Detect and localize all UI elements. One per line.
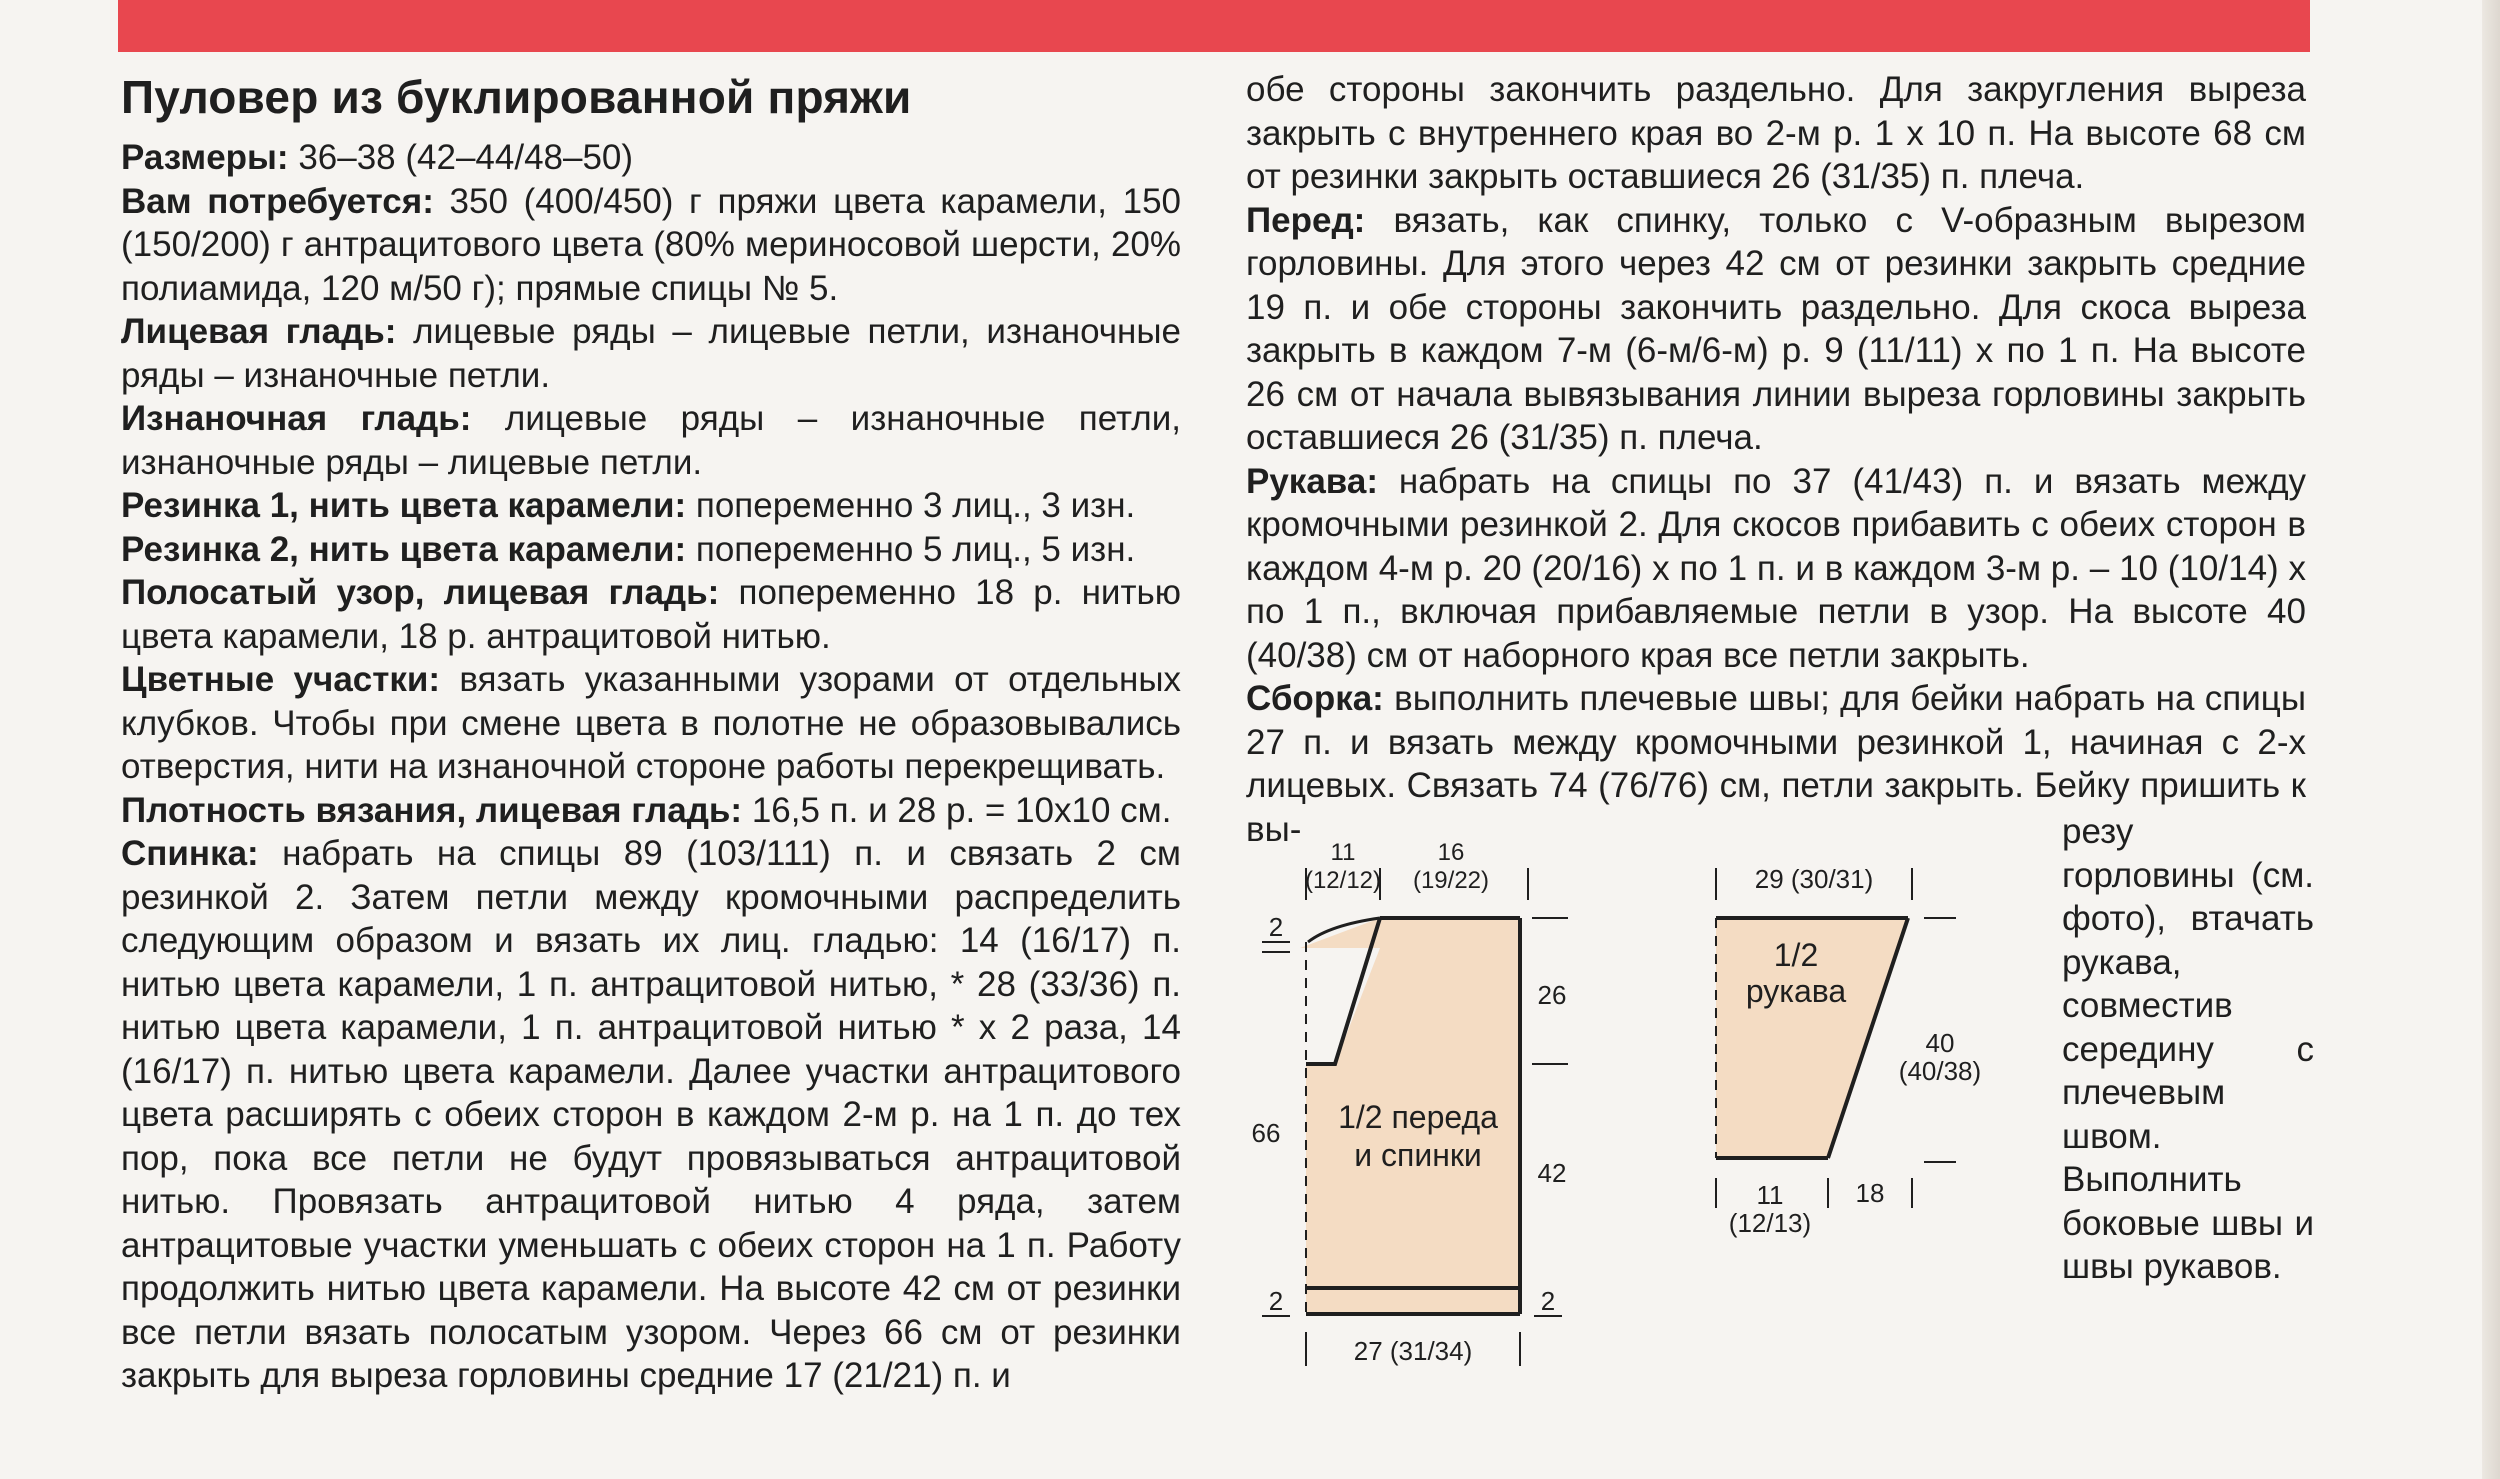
body-bottom-width: 27 (31/34)	[1353, 1336, 1473, 1366]
sleeve-label-line1: 1/2	[1773, 937, 1819, 973]
assembly-text: выполнить плечевые швы; для бейки набрать на спицы 27 п. и вязать между кромочными резинкой 1, начиная с 2-х лицевых. Связать 74 (76/76) см, петли закрыть. Бейку пришить к вы-	[1246, 679, 2306, 849]
reverse-stockinette-text: лицевые ряды – изнаночные петли, изнаночные ряды – лицевые петли.	[121, 399, 1181, 482]
back-label: Спинка:	[121, 834, 259, 873]
gauge-label: Плотность вязания, лицевая гладь:	[121, 790, 743, 830]
front-text: вязать, как спинку, только с V-образным вырезом горловины. Для этого через 42 см от резинки закрыть средние 19 п. и обе стороны закончить раздельно. Для скоса выреза закрыть в каждом 7-м (6-м/6-м) р. 9 (11/11) х по 1 п. На высоте 26 см от начала вывязывания линии выреза горловины закрыть оставшиеся 26 (31/35) п. плеча.	[1246, 200, 2306, 457]
body-piece	[1252, 839, 1568, 1366]
sleeves-text: набрать на спицы по 37 (41/43) п. и вязать между кромочными резинкой 2. Для скосов прибавить с обеих сторон в каждом 4-м р. 20 (20/16) х по 1 п. и в каждом 3-м р. – 10 (10/14) х по 1 п., включая прибавляемые петли в узор. На высоте 40 (40/38) см от наборного края все петли закрыть.	[1246, 461, 2306, 675]
sleeve-bottom-left-alt: (12/13)	[1728, 1208, 1812, 1238]
sleeve-top-width: 29 (30/31)	[1754, 864, 1874, 894]
rib2-text: попеременно 5 лиц., 5 изн.	[686, 529, 1136, 569]
stripe-label: Полосатый узор, лицевая гладь:	[121, 573, 720, 612]
sleeves-paragraph	[1246, 460, 2306, 678]
color-areas-text: вязать указанными узорами от отдельных клубков. Чтобы при смене цвета в полотне не образовывались отверстия, нити на изнаночной стороне работы перекрещивать.	[121, 660, 1181, 786]
reverse-stockinette-label: Изнаночная гладь:	[121, 399, 472, 438]
assembly-label: Сборка:	[1246, 679, 1384, 718]
rib1-text: попеременно 3 лиц., 3 изн.	[686, 486, 1136, 525]
stockinette-paragraph	[121, 310, 1181, 397]
sizes-label: Размеры:	[121, 138, 289, 177]
reverse-stockinette-paragraph	[121, 397, 1181, 484]
stripe-text: попеременно 18 р. нитью цвета карамели, 18 р. антрацитовой нитью.	[121, 573, 1181, 656]
materials-paragraph	[121, 180, 1181, 311]
body-top-left-width: 11	[1330, 839, 1356, 866]
stockinette-label: Лицевая гладь:	[121, 312, 397, 351]
body-rib-right: 2	[1540, 1286, 1556, 1316]
sleeve-bottom-left: 11	[1756, 1180, 1784, 1210]
rib2-label: Резинка 2, нить цвета карамели:	[121, 529, 687, 569]
left-column	[121, 136, 1181, 1398]
sleeve-piece	[1716, 864, 1981, 1238]
sleeve-height: 40	[1925, 1028, 1955, 1058]
color-banner	[118, 0, 2310, 52]
body-top-right-width: 16	[1437, 839, 1465, 866]
pattern-schematic	[1240, 830, 2040, 1390]
page-title: Пуловер из буклированной пряжи	[121, 71, 912, 123]
body-label-line1: 1/2 переда	[1338, 1099, 1498, 1135]
body-label-line2: и спинки	[1354, 1137, 1482, 1173]
color-areas-paragraph	[121, 658, 1181, 789]
page-edge	[2482, 0, 2500, 1479]
gauge-paragraph	[121, 789, 1181, 833]
body-top-right-width-alt: (19/22)	[1412, 867, 1490, 894]
gauge-text: 16,5 п. и 28 р. = 10x10 см.	[742, 790, 1172, 830]
body-rib-left: 2	[1268, 1286, 1284, 1316]
rib2-paragraph	[121, 528, 1181, 572]
stockinette-text: лицевые ряды – лицевые петли, изнаночные ряды – изнаночные петли.	[121, 312, 1181, 395]
body-top-left-width-alt: (12/12)	[1304, 867, 1382, 894]
right-column	[1246, 68, 2306, 851]
sleeve-label-line2: рукава	[1745, 973, 1847, 1009]
sleeve-bottom-right: 18	[1855, 1178, 1885, 1208]
rib1-paragraph	[121, 484, 1181, 528]
sleeve-height-alt: (40/38)	[1898, 1056, 1982, 1086]
body-lower-height: 42	[1537, 1158, 1567, 1188]
sizes-text: 36–38 (42–44/48–50)	[288, 138, 634, 177]
back-text: набрать на спицы 89 (103/111) п. и связать 2 см резинкой 2. Затем петли между кромочными распределить следующим образом и вязать их лиц. гладью: 14 (16/17) п. нитью цвета карамели, 1 п. антрацитовой нитью, * 28 (33/36) п. нитью цвета карамели, 1 п. антрацитовой нитью * х 2 раза, 14 (16/17) п. нитью цвета карамели. Далее участки антрацитового цвета расширять с обеих сторон в каждом 2-м р. на 1 п. до тех пор, пока все петли не будут провязываться антрацитовой нитью. Провязать антрацитовой нитью 4 ряда, затем антрацитовые участки уменьшать с обеих сторон на 1 п. Работу продолжить нитью цвета карамели. На высоте 42 см от резинки все петли вязать полосатым узором. Через 66 см от резинки закрыть для выреза горловины средние 17 (21/21) п. и	[121, 834, 1181, 1395]
back-continued-paragraph: обе стороны закончить раздельно. Для закругления выреза закрыть с внутреннего края во 2-м р. 1 х 10 п. На высоте 68 см от резинки закрыть оставшиеся 26 (31/35) п. плеча.	[1246, 70, 2306, 196]
stripe-paragraph	[121, 571, 1181, 658]
assembly-continued: резу горловины (см. фото), втачать рукава, совместив середину с плечевым швом. Выполнить боковые швы и швы рукавов.	[2062, 812, 2314, 1286]
color-areas-label: Цветные участки:	[121, 660, 441, 699]
rib1-label: Резинка 1, нить цвета карамели:	[121, 486, 687, 525]
body-upper-height: 26	[1537, 980, 1567, 1010]
materials-text: 350 (400/450) г пряжи цвета карамели, 150 (150/200) г антрацитового цвета (80% мериносовой шерсти, 20% полиамида, 120 м/50 г); прямые спицы № 5.	[121, 181, 1181, 308]
sizes-paragraph	[121, 136, 1181, 180]
front-paragraph	[1246, 199, 2306, 460]
front-label: Перед:	[1246, 200, 1366, 240]
sleeves-label: Рукава:	[1246, 461, 1378, 501]
back-paragraph	[121, 832, 1181, 1398]
materials-label: Вам потребуется:	[121, 181, 434, 221]
body-neck-drop: 2	[1268, 912, 1284, 942]
body-total-height: 66	[1251, 1118, 1281, 1148]
